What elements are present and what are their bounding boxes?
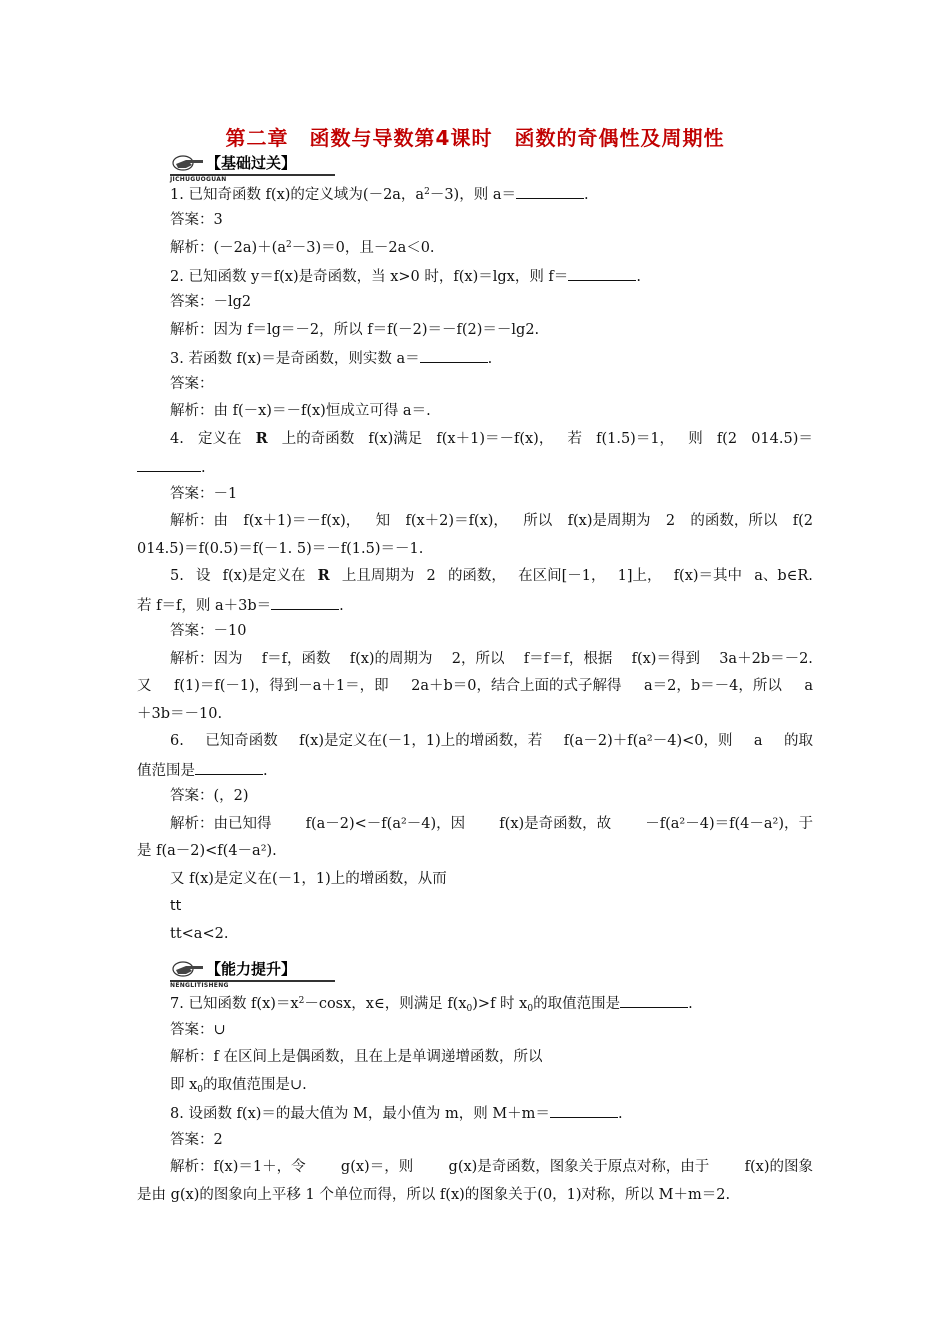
analysis-6-line3: [170, 870, 447, 888]
text-segment: 0: [197, 1085, 204, 1095]
text-segment: 3a＋2b＝－2.: [719, 651, 813, 667]
text-segment: .: [636, 269, 641, 285]
text-segment: 定义在: [197, 431, 242, 447]
text-segment: 是由 g(x)的图象向上平移 1 个单位而得，所以 f(x)的图象关于(0，1)对称，所以 M＋m＝2.: [137, 1187, 731, 1203]
text-segment: 014.5)＝: [751, 431, 813, 447]
text-segment: .: [688, 996, 693, 1012]
text-segment: －3)，则 a＝: [429, 187, 516, 203]
text-segment: tt<a<2.: [170, 926, 229, 942]
text-segment: f(x)是周期为: [567, 513, 651, 529]
text-segment: .: [339, 598, 344, 614]
text-segment: 2: [286, 240, 292, 250]
text-segment: f(x＋1)＝－f(x)，: [243, 513, 361, 529]
answer-4: [170, 485, 237, 503]
text-segment: 3. 若函数 f(x)＝是奇函数，则实数 a＝: [170, 351, 420, 367]
text-segment: 答案：∪: [170, 1022, 226, 1038]
text-segment: 即 x: [170, 1077, 198, 1093]
text-segment: －3)＝0，且－2a＜0.: [291, 240, 435, 256]
text-segment: .: [617, 1106, 623, 1122]
answer-blank: [620, 993, 688, 1008]
analysis-4: [170, 512, 813, 530]
analysis-5-end: [137, 705, 222, 723]
text-segment: R: [317, 567, 330, 584]
text-segment: －cosx，x∈，则满足 f(x: [304, 996, 467, 1012]
section-pinyin-basic: JICHUGUOGUAN: [170, 176, 227, 183]
text-segment: 2. 已知函数 y＝f(x)是奇函数，当 x>0 时，f(x)＝lgx，则 f＝: [170, 269, 569, 285]
text-segment: 6.: [170, 733, 184, 749]
answer-blank: [568, 266, 636, 281]
text-segment: 1]上，: [617, 568, 662, 584]
answer-blank: [516, 184, 584, 199]
text-segment: 若 f＝f，则 a＋3b＝: [137, 598, 272, 614]
analysis-3: [170, 402, 431, 420]
text-segment: 则: [688, 431, 703, 447]
question-1: [170, 184, 589, 204]
text-segment: f(x)＝其中: [673, 568, 743, 584]
text-segment: 答案：－10: [170, 623, 247, 639]
text-segment: R: [255, 430, 268, 447]
text-segment: 上的奇函数: [281, 431, 355, 447]
text-segment: a: [753, 733, 763, 749]
analysis-5-cont: [137, 677, 813, 695]
text-segment: 的函数，所以: [690, 513, 778, 529]
analysis-6: [170, 815, 813, 833]
title-text-3: 函数的奇偶性及周期性: [514, 126, 725, 150]
text-segment: f(2: [792, 513, 813, 529]
text-segment: 上且周期为: [341, 568, 415, 584]
text-segment: －f(a²－4)＝f(4－a²)，于: [645, 816, 813, 832]
text-segment: 解析：f(x)＝1＋，令: [170, 1159, 306, 1175]
text-segment: 值范围是: [137, 763, 195, 779]
analysis-6-cont: [137, 842, 277, 860]
title-text-2: 课时: [450, 126, 493, 150]
text-segment: f＝f，函数: [261, 651, 331, 667]
text-segment: 的取值范围是: [533, 996, 621, 1012]
text-segment: 所以: [523, 513, 553, 529]
text-segment: 又 f(x)是定义在(－1，1)上的增函数，从而: [170, 871, 447, 887]
text-segment: a＝2，b＝－4，所以: [643, 678, 782, 694]
text-segment: 是 f(a－2)<f(4－a²).: [137, 843, 277, 859]
answer-blank: [195, 760, 263, 775]
text-segment: 2，所以: [451, 651, 505, 667]
analysis-4-cont: [137, 540, 423, 558]
text-segment: f(1.5)＝1，: [596, 431, 675, 447]
text-segment: 解析：由: [170, 513, 228, 529]
text-segment: f(x)是定义在(－1，1)上的增函数，若: [299, 733, 543, 749]
title-text-1: 第二章 函数与导数第: [225, 126, 436, 150]
pointing-hand-icon: [172, 958, 206, 978]
question-8: [170, 1103, 623, 1123]
answer-blank: [550, 1103, 618, 1118]
question-7: [170, 993, 693, 1013]
text-segment: 答案：－lg2: [170, 294, 252, 310]
text-segment: 答案：(，2): [170, 788, 249, 804]
analysis-6-line5: [170, 925, 228, 943]
answer-blank: [137, 457, 201, 472]
text-segment: 2: [665, 513, 676, 529]
text-segment: f(1)＝f(－1)，得到－a＋1＝，即: [173, 678, 389, 694]
section-header-ability: [170, 956, 340, 990]
question-6-cont: [137, 760, 268, 780]
text-segment: g(x)是奇函数，图象关于原点对称，由于: [448, 1159, 710, 1175]
text-segment: f(a－2)＋f(a²－4)<0，则: [563, 733, 733, 749]
page-title: [0, 122, 950, 151]
answer-6: [170, 787, 249, 805]
text-segment: f＝f＝f，根据: [523, 651, 613, 667]
text-segment: f(x)是奇函数，故: [499, 816, 612, 832]
analysis-1: [170, 239, 435, 257]
analysis-2: [170, 321, 539, 339]
text-segment: 解析：因为 f＝lg＝－2，所以 f＝f(－2)＝－f(2)＝－lg2.: [170, 322, 540, 338]
text-segment: 8. 设函数 f(x)＝的最大值为 M，最小值为 m，则 M＋m＝: [170, 1106, 550, 1122]
section-pinyin-ability: NENGLITISHENG: [170, 982, 229, 989]
text-segment: 5.: [170, 568, 184, 584]
text-segment: 解析：f 在区间上是偶函数，且在上是单调递增函数，所以: [170, 1049, 543, 1065]
answer-5: [170, 622, 246, 640]
text-segment: 若: [567, 431, 582, 447]
text-segment: 的取: [783, 733, 813, 749]
text-segment: a、b∈R.: [754, 568, 813, 584]
text-segment: 4.: [170, 431, 184, 447]
analysis-7-cont: [170, 1076, 307, 1094]
text-segment: ＋3b＝－10.: [137, 706, 223, 722]
analysis-6-line4: [170, 897, 181, 915]
text-segment: f(x＋2)＝f(x)，: [405, 513, 508, 529]
analysis-5: [170, 650, 813, 668]
question-3: [170, 348, 492, 368]
answer-2: [170, 293, 251, 311]
text-segment: .: [583, 187, 589, 203]
text-segment: 解析：由 f(－x)＝－f(x)恒成立可得 a＝.: [170, 403, 431, 419]
text-segment: .: [201, 460, 206, 476]
text-segment: 2: [298, 996, 305, 1006]
section-label-basic: 【基础过关】: [206, 154, 297, 172]
title-number: 4: [435, 126, 451, 150]
answer-blank: [420, 348, 488, 363]
text-segment: 2a＋b＝0，结合上面的式子解得: [411, 678, 622, 694]
text-segment: 的取值范围是∪.: [203, 1077, 307, 1093]
text-segment: 答案：2: [170, 1132, 223, 1148]
text-segment: f(x)是定义在: [222, 568, 306, 584]
text-segment: 已知奇函数: [205, 733, 278, 749]
text-segment: .: [263, 763, 268, 779]
text-segment: .: [487, 351, 493, 367]
analysis-8: [170, 1158, 813, 1176]
text-segment: 答案：: [170, 376, 214, 392]
section-header-basic: [170, 150, 340, 184]
question-4-cont: [137, 457, 206, 477]
text-segment: f(x)＝得到: [631, 651, 700, 667]
text-segment: 解析：由已知得: [170, 816, 272, 832]
text-segment: 2: [424, 187, 430, 197]
text-segment: f(x)满足: [368, 431, 423, 447]
analysis-7: [170, 1048, 542, 1066]
text-segment: 答案：3: [170, 212, 223, 228]
text-segment: 知: [375, 513, 391, 529]
text-segment: 014.5)＝f(0.5)＝f(－1. 5)＝－f(1.5)＝－1.: [137, 541, 424, 557]
text-segment: 答案：－1: [170, 486, 238, 502]
text-segment: 2: [426, 568, 436, 584]
section-label-ability: 【能力提升】: [206, 960, 297, 978]
text-segment: )>f 时 x: [472, 996, 528, 1012]
analysis-8-cont: [137, 1186, 730, 1204]
text-segment: 7. 已知函数 f(x)＝x: [170, 996, 299, 1012]
answer-7: [170, 1021, 226, 1039]
text-segment: f(a－2)<－f(a²－4)，因: [305, 816, 466, 832]
question-2: [170, 266, 641, 286]
question-6: [170, 732, 813, 750]
answer-3: [170, 375, 214, 393]
answer-1: [170, 211, 223, 229]
text-segment: f(2: [716, 431, 738, 447]
text-segment: 的函数，: [447, 568, 506, 584]
text-segment: 设: [196, 568, 211, 584]
text-segment: g(x)＝，则: [340, 1159, 414, 1175]
text-segment: f(x＋1)＝－f(x)，: [436, 431, 554, 447]
question-4: [170, 430, 813, 448]
text-segment: f(x)的图象: [744, 1159, 813, 1175]
text-segment: tt: [170, 898, 182, 914]
question-5-cont: [137, 595, 344, 615]
answer-8: [170, 1131, 223, 1149]
text-segment: 解析：因为: [170, 651, 243, 667]
answer-blank: [271, 595, 339, 610]
text-segment: 0: [466, 1004, 473, 1014]
text-segment: 1. 已知奇函数 f(x)的定义域为(－2a，a: [170, 187, 425, 203]
text-segment: f(x)的周期为: [349, 651, 433, 667]
text-segment: 又: [137, 678, 152, 694]
text-segment: 在区间[－1，: [518, 568, 606, 584]
text-segment: a: [804, 678, 813, 694]
text-segment: 0: [527, 1004, 534, 1014]
pointing-hand-icon: [172, 152, 206, 172]
text-segment: 解析：(－2a)＋(a: [170, 240, 286, 256]
question-5: [170, 567, 813, 585]
